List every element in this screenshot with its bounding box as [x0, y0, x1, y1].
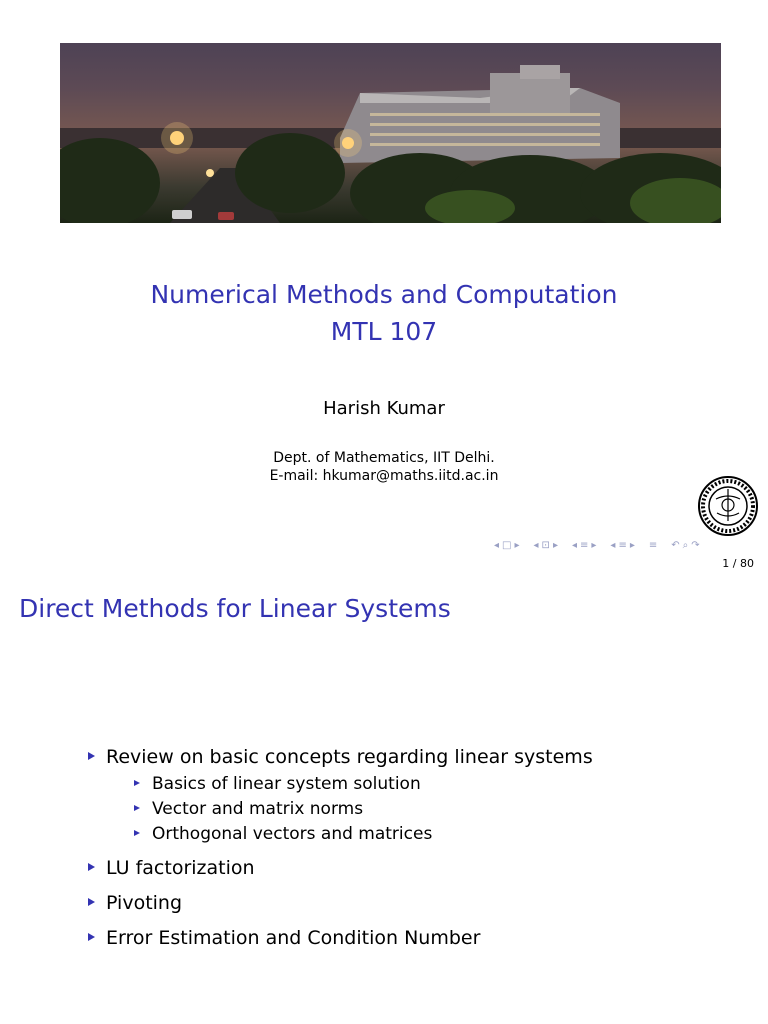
sub-list-item: Orthogonal vectors and matrices — [152, 822, 593, 847]
list-item-label: Review on basic concepts regarding linear systems — [106, 746, 593, 768]
title-line-1: Numerical Methods and Computation — [150, 280, 618, 309]
outline-slide — [0, 580, 768, 1024]
subsection-icon[interactable]: ≡ — [580, 539, 589, 551]
nav-next-arrow-icon[interactable]: ▸ — [514, 539, 520, 551]
sub-list — [106, 772, 593, 847]
nav-next-arrow-icon[interactable]: ▸ — [552, 539, 558, 551]
list-item: LU factorization — [86, 855, 593, 881]
presentation-title — [0, 276, 768, 350]
subsection-frame-icon[interactable]: ⊡ — [541, 539, 550, 551]
department: Dept. of Mathematics, IIT Delhi. — [273, 450, 495, 466]
beamer-navigation-bar — [494, 538, 764, 552]
redo-icon[interactable]: ↷ — [691, 539, 700, 551]
sub-list-item: Basics of linear system solution — [152, 772, 593, 797]
title-line-2: MTL 107 — [330, 317, 438, 346]
list-item — [86, 744, 593, 847]
author-name: Harish Kumar — [323, 398, 445, 419]
page-number: 1 / 80 — [722, 557, 754, 570]
nav-prev-arrow-icon[interactable]: ◂ — [494, 539, 500, 551]
align-icon[interactable]: ≡ — [648, 539, 658, 551]
undo-icon[interactable]: ↶ — [671, 539, 680, 551]
nav-next-arrow-icon[interactable]: ▸ — [591, 539, 597, 551]
email: E-mail: hkumar@maths.iitd.ac.in — [269, 468, 499, 484]
campus-photo — [60, 43, 721, 223]
frame-icon[interactable]: □ — [502, 539, 512, 551]
nav-prev-arrow-icon[interactable]: ◂ — [571, 539, 577, 551]
institution-block — [0, 449, 768, 485]
nav-next-arrow-icon[interactable]: ▸ — [629, 539, 635, 551]
nav-prev-arrow-icon[interactable]: ◂ — [610, 539, 616, 551]
nav-prev-arrow-icon[interactable]: ◂ — [533, 539, 539, 551]
iit-delhi-logo — [697, 475, 759, 537]
list-item: Pivoting — [86, 890, 593, 916]
sub-list-item: Vector and matrix norms — [152, 797, 593, 822]
frame-title: Direct Methods for Linear Systems — [19, 594, 451, 623]
list-item: Error Estimation and Condition Number — [86, 925, 593, 951]
section-icon[interactable]: ≡ — [618, 539, 627, 551]
search-icon[interactable]: ⌕ — [682, 539, 689, 551]
topic-list — [86, 744, 593, 951]
